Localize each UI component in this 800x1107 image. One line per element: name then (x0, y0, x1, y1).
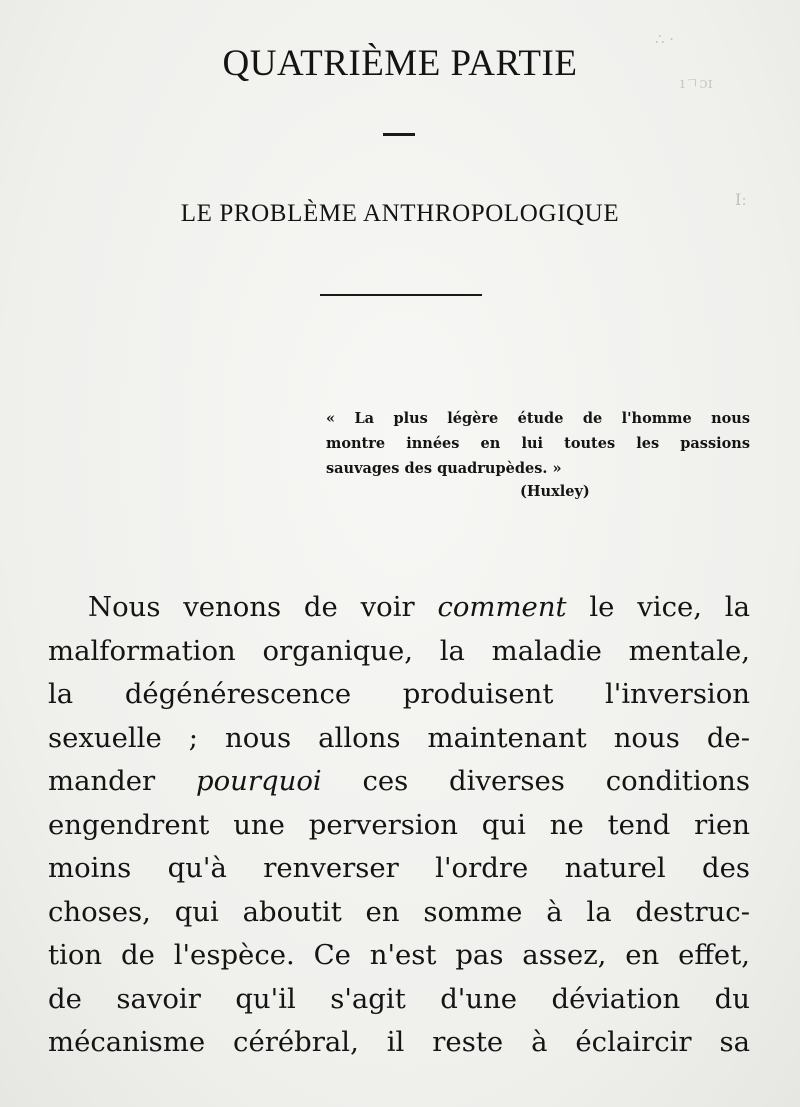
body-text-segment: mander (48, 765, 196, 797)
body-line (48, 586, 750, 630)
body-line: choses, qui aboutit en somme à la destruc- (48, 895, 750, 928)
body-emphasis: comment (437, 591, 567, 623)
title-dash (383, 133, 415, 136)
bleed-through-mark: ıㄱɔɪ (680, 74, 713, 92)
chapter-title: LE PROBLÈME ANTHROPOLOGIQUE (180, 200, 620, 227)
part-title: QUATRIÈME PARTIE (222, 43, 578, 84)
bleed-through-mark: ∴ · (655, 30, 675, 48)
epigraph-attribution: (Huxley) (520, 483, 590, 500)
body-paragraph (48, 586, 750, 1065)
epigraph-line: sauvages des quadrupèdes. » (326, 460, 562, 477)
body-emphasis: pourquoi (196, 765, 322, 797)
body-line: tion de l'espèce. Ce n'est pas assez, en effet, (48, 939, 750, 971)
body-line: la dégénérescence produisent l'inversion (48, 678, 750, 710)
body-line (48, 760, 750, 804)
body-line: mécanisme cérébral, il reste à éclaircir sa (48, 1026, 750, 1058)
bleed-through-mark: Iː (735, 190, 747, 209)
body-text-segment: Nous venons de voir (88, 591, 438, 623)
body-line: de savoir qu'il s'agit d'une déviation du (48, 982, 750, 1015)
section-rule (320, 294, 482, 296)
body-line: sexuelle ; nous allons maintenant nous de- (48, 721, 750, 754)
epigraph-line: montre innées en lui toutes les passions (326, 435, 750, 452)
body-text-segment: ces diverses conditions (321, 765, 750, 797)
epigraph (326, 406, 750, 481)
body-line: moins qu'à renverser l'ordre naturel des (48, 852, 750, 884)
body-line: engendrent une perversion qui ne tend rien (48, 808, 750, 841)
epigraph-line: « La plus légère étude de l'homme nous (326, 410, 750, 427)
body-text-segment: le vice, la (566, 591, 750, 623)
body-line: malformation organique, la maladie mentale, (48, 634, 750, 667)
